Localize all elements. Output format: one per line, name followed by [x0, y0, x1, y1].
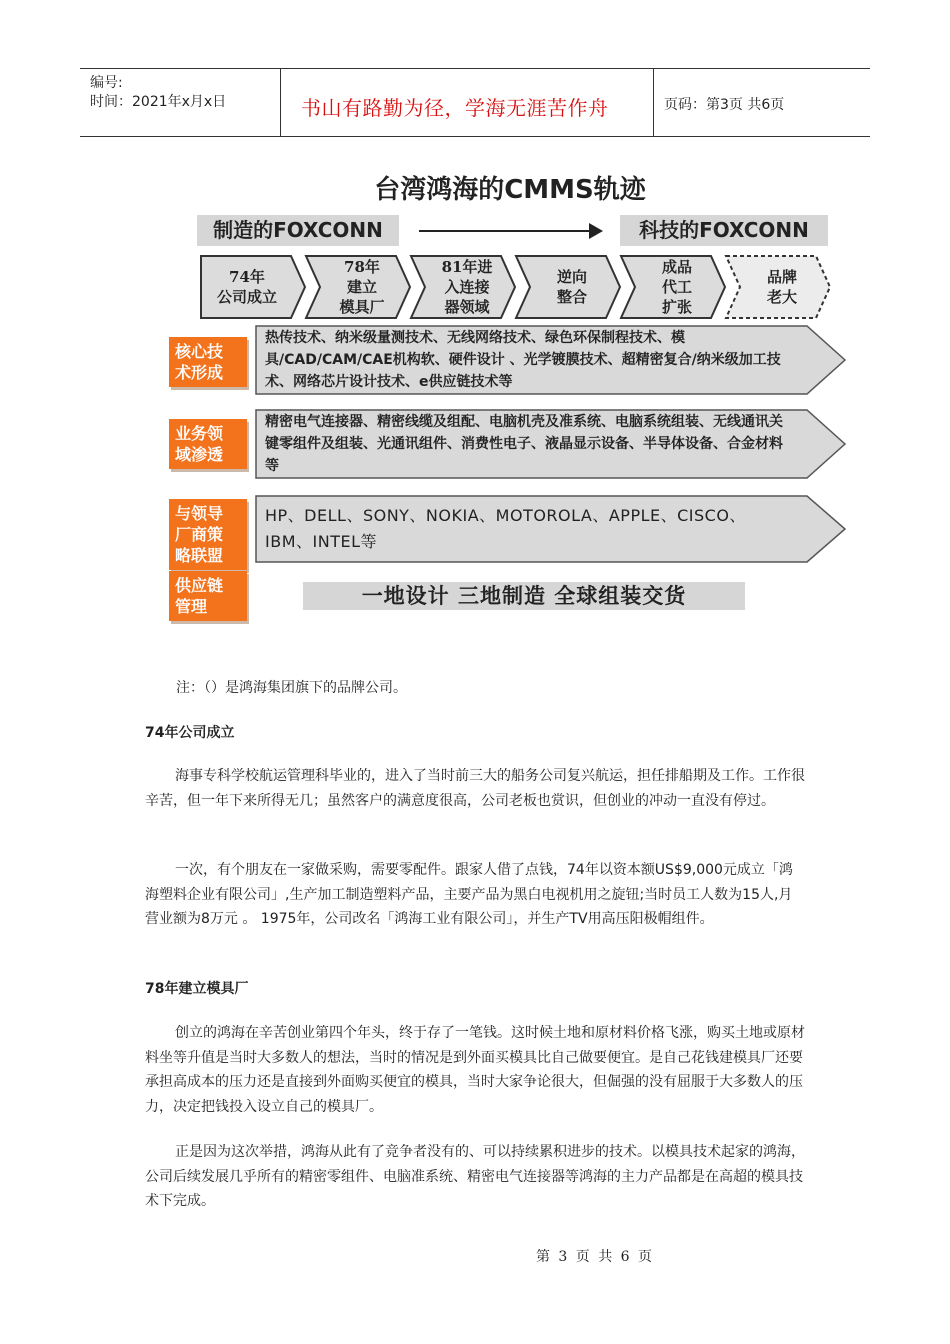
diagram-title: 台湾鸿海的CMMS轨迹 — [374, 175, 646, 205]
stage-chevron — [199, 254, 309, 320]
stage-label: 逆向 整合 — [556, 268, 587, 306]
row-arrow — [255, 409, 847, 479]
stage-chevron — [409, 254, 519, 320]
paragraph-text: 正是因为这次举措，鸿海从此有了竞争者没有的、可以持续累积进步的技术。以模具技术起家的鸿海，公司后续发展几乎所有的精密零组件、电脑准系统、精密电气连接器等鸿海的主力产品都是在高超的模具技术下完成。 — [145, 1144, 805, 1210]
row-tag: 与领导 厂商策 略联盟 — [169, 499, 247, 570]
paragraph-text: 创立的鸿海在辛苦创业第四个年头，终于存了一笔钱。这时候土地和原材料价格飞涨，购买土地或原材料坐等升值是当时大多数人的想法，当时的情况是到外面买模具比自己做要便宜。是自己花钱建模具厂还要承担高成本的压力还是直接到外面购买便宜的模具，当时大家争论很大，但倔强的没有屈服于大多数人的压力，决定把钱投入设立自己的模具厂。 — [145, 1025, 805, 1115]
row-text: HP、DELL、SONY、NOKIA、MOTOROLA、APPLE、CISCO、IBM、INTEL等 — [265, 506, 746, 551]
paragraph — [145, 858, 805, 932]
stage-chevron — [304, 254, 414, 320]
transition-arrow-line — [419, 230, 594, 232]
stage-label: 74年 公司成立 — [216, 268, 277, 306]
row-text: 热传技术、纳米级量测技术、无线网络技术、绿色环保制程技术、模具/CAD/CAM/CAE机构软、硬件设计 、光学镀膜技术、超精密复合/纳米级加工技术、网络芯片设计技术、e供应链技术等 — [265, 330, 781, 390]
paragraph — [145, 764, 805, 813]
stage-label: 81年进 入连接 器领域 — [441, 258, 493, 316]
page-footer: 第 3 页 共 6 页 — [535, 1249, 655, 1265]
stage-label: 品牌 老大 — [766, 268, 797, 306]
diagram-note: 注：（）是鸿海集团旗下的品牌公司。 — [176, 680, 407, 696]
section-heading: 78年建立模具厂 — [145, 981, 249, 997]
page-header — [80, 68, 870, 137]
band-manufacturing: 制造的FOXCONN — [197, 215, 399, 246]
row-arrow — [255, 325, 847, 395]
stage-row — [199, 254, 839, 322]
row-tag: 业务领 域渗透 — [169, 419, 247, 469]
date-label: 时间：2021年x月x日 — [90, 94, 227, 110]
row-arrow — [255, 495, 847, 563]
stage-chevron-dashed — [724, 254, 834, 320]
paragraph-text: 海事专科学校航运管理科毕业的，进入了当时前三大的船务公司复兴航运，担任排船期及工作。工作很辛苦，但一年下来所得无几；虽然客户的满意度很高，公司老板也赏识，但创业的冲动一直没有停过。 — [145, 768, 805, 809]
header-page-label: 页码：第3页 共6页 — [664, 97, 785, 113]
header-left-cell — [80, 69, 281, 136]
section-heading: 74年公司成立 — [145, 725, 235, 741]
band-technology: 科技的FOXCONN — [620, 215, 828, 246]
stage-chevron — [514, 254, 624, 320]
stage-chevron — [619, 254, 729, 320]
row-text: 精密电气连接器、精密线缆及组配、电脑机壳及准系统、电脑系统组装、无线通讯关键零组件及组装、光通讯组件、消费性电子、液晶显示设备、半导体设备、合金材料等 — [265, 414, 783, 474]
supply-chain-slogan: 一地设计 三地制造 全球组装交货 — [303, 582, 745, 610]
row-tag: 核心技 术形成 — [169, 337, 247, 387]
cmms-diagram — [165, 165, 855, 625]
header-center-cell — [281, 69, 654, 136]
stage-label: 成品 代工 扩张 — [661, 258, 692, 316]
paragraph — [145, 1140, 805, 1214]
header-right-cell — [654, 69, 870, 136]
arrow-right-icon — [589, 223, 603, 239]
code-label: 编号: — [90, 75, 123, 91]
header-motto: 书山有路勤为径，学海无涯苦作舟 — [301, 96, 609, 120]
stage-label: 78年 建立 模具厂 — [339, 258, 385, 316]
paragraph — [145, 1021, 805, 1119]
row-tag: 供应链 管理 — [169, 571, 247, 621]
paragraph-text: 一次，有个朋友在一家做采购，需要零配件。跟家人借了点钱，74年以资本额US$9,000元成立「鸿海塑料企业有限公司」,生产加工制造塑料产品，主要产品为黑白电视机用之旋钮;当时员工人数为15人,月营业额为8万元 。 1975年，公司改名「鸿海工业有限公司」，并生产TV用高压阳极帽组件。 — [145, 862, 793, 928]
